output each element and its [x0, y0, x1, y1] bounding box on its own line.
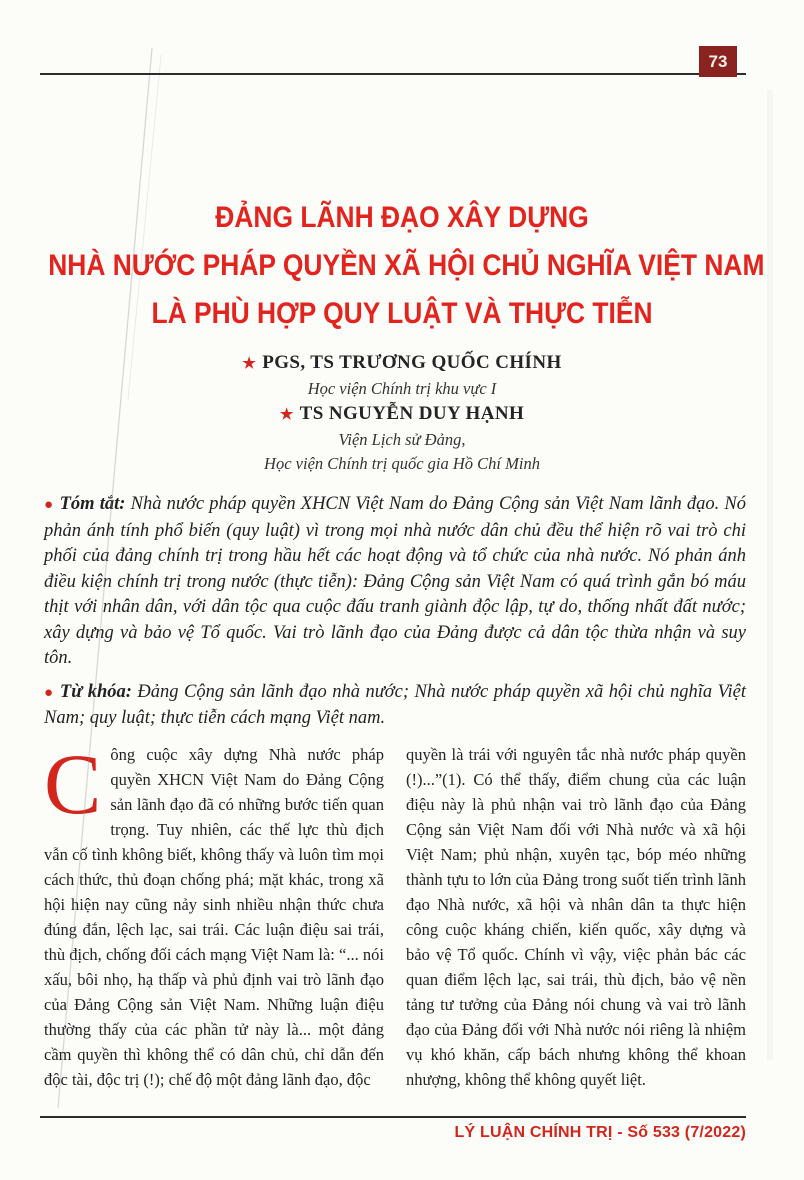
abstract-text: Nhà nước pháp quyền XHCN Việt Nam do Đảng Cộng sản Việt Nam lãnh đạo. Nó phản ánh tính phổ biến (quy luật) vì trong mọi nhà nước dân chủ đều thể hiện rõ vai trò chi phối của đảng chính trị trong hầu hết các hoạt động và tổ chức của nhà nước. Nó phản ánh điều kiện chính trị trong nước (thực tiễn): Đảng Cộng sản Việt Nam có quá trình gắn bó máu thịt với nhân dân, với dân tộc qua cuộc đấu tranh giành độc lập, tự do, thống nhất đất nước; xây dựng và bảo vệ Tổ quốc. Vai trò lãnh đạo của Đảng được cả dân tộc thừa nhận và suy tôn.	[44, 494, 747, 668]
author-1-name-row	[0, 350, 804, 377]
keywords-label: Từ khóa:	[59, 681, 132, 702]
drop-cap: C	[44, 735, 102, 832]
page-number: 73	[708, 51, 728, 71]
author-2-affiliation-2: Học viện Chính trị quốc gia Hồ Chí Minh	[264, 454, 540, 473]
title-line-3: LÀ PHÙ HỢP QUY LUẬT VÀ THỰC TIỄN	[151, 297, 653, 330]
author-1-name: PGS, TS TRƯƠNG QUỐC CHÍNH	[262, 352, 562, 373]
author-2-name-row	[0, 401, 804, 428]
footer-rule	[40, 1116, 746, 1118]
left-column	[44, 735, 384, 1092]
left-column-text: ông cuộc xây dựng Nhà nước pháp quyền XHCN Việt Nam do Đảng Cộng sản lãnh đạo đã có những bước tiến quan trọng. Tuy nhiên, các thế lực thù địch vẫn cố tình không biết, không thấy và luôn tìm mọi cách thức, thủ đoạn chống phá; mặt khác, trong xã hội hiện nay cũng nảy sinh nhiều nhận thức chưa đúng đắn, lệch lạc, sai trái. Các luận điệu sai trái, thù địch, chống đối cách mạng Việt Nam là: “... nói xấu, bôi nhọ, hạ thấp và phủ định vai trò lãnh đạo của Đảng Cộng sản Việt Nam. Những luận điệu thường thấy của các phần tử này là... một đảng cầm quyền thì không thể có dân chủ, chỉ dẫn đến độc tài, độc trị (!); chế độ một đảng lãnh đạo, độc	[44, 744, 384, 1089]
article-body	[44, 735, 746, 1092]
bullet-icon: ●	[44, 684, 54, 701]
title-line-2: NHÀ NƯỚC PHÁP QUYỀN XÃ HỘI CHỦ NGHĨA VIỆT NAM	[48, 249, 765, 282]
page-header	[0, 0, 804, 80]
page-number-badge	[699, 46, 737, 77]
star-icon: ★	[279, 407, 294, 423]
star-icon: ★	[242, 356, 257, 372]
header-rule	[40, 73, 746, 75]
author-2-affiliation-1: Viện Lịch sử Đảng,	[338, 430, 466, 449]
authors-block	[0, 350, 804, 476]
right-column-text: quyền là trái với nguyên tắc nhà nước pháp quyền (!)...”(1). Có thể thấy, điểm chung của các luận điệu này là phủ nhận vai trò lãnh đạo của Đảng Cộng sản Việt Nam đối với Nhà nước và xã hội Việt Nam; phủ nhận, xuyên tạc, bóp méo những thành tựu to lớn của Đảng trong suốt tiến trình lãnh đạo Nhà nước, xã hội và nhân dân ta thực hiện công cuộc kháng chiến, kiến quốc, xây dựng và bảo vệ Tổ quốc. Chính vì vậy, việc phản bác các quan điểm lệch lạc, sai trái, thù địch, bảo vệ nền tảng tư tưởng của Đảng nói chung và vai trò lãnh đạo của Đảng đối với Nhà nước nói riêng là nhiệm vụ khó khăn, cấp bách nhưng không thể khoan nhượng, không thể không quyết liệt.	[406, 744, 746, 1089]
author-1-affiliation: Học viện Chính trị khu vực I	[307, 379, 497, 398]
bullet-icon: ●	[44, 497, 54, 513]
keywords-text: Đảng Cộng sản lãnh đạo nhà nước; Nhà nước pháp quyền xã hội chủ nghĩa Việt Nam; quy luật; thực tiễn cách mạng Việt nam.	[44, 681, 747, 728]
abstract-label: Tóm tắt:	[59, 494, 126, 514]
page-footer	[455, 1124, 747, 1142]
journal-issue-label: LÝ LUẬN CHÍNH TRỊ - Số 533 (7/2022)	[454, 1124, 746, 1141]
title-line-1: ĐẢNG LÃNH ĐẠO XÂY DỰNG	[215, 201, 589, 234]
author-2-name: TS NGUYỄN DUY HẠNH	[299, 403, 525, 424]
article-title	[0, 194, 804, 338]
abstract-block	[44, 492, 746, 672]
right-column	[406, 742, 746, 1092]
keywords-block	[44, 680, 746, 732]
